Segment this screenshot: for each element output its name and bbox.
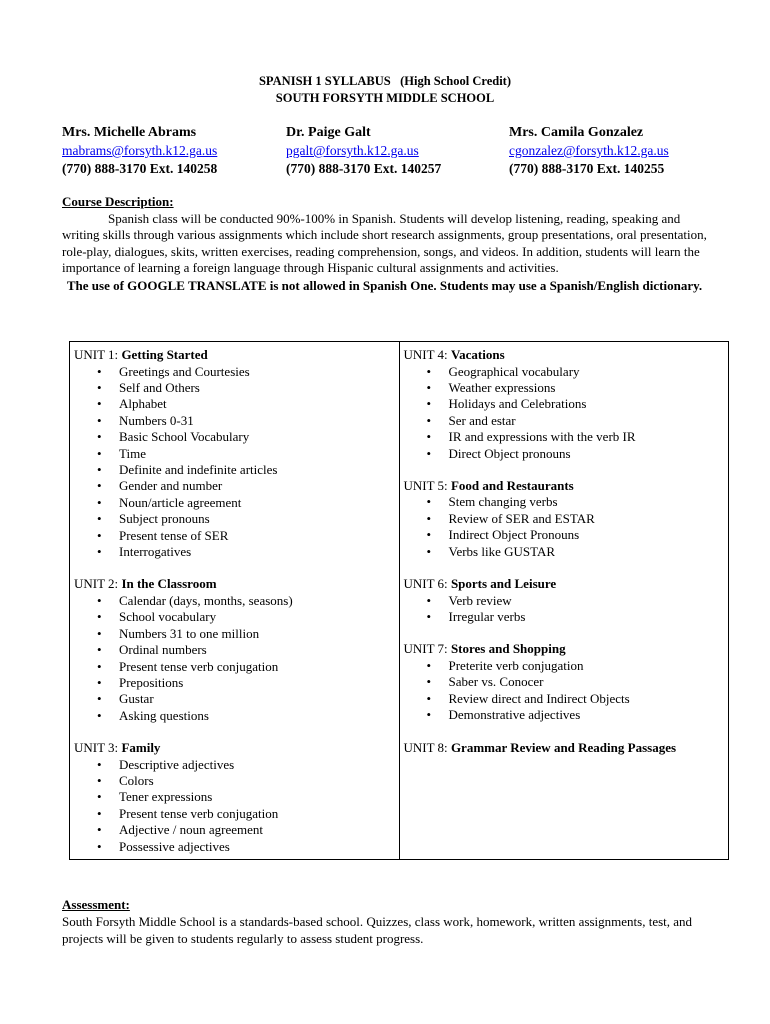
list-item: • Numbers 0-31	[74, 413, 395, 429]
list-item: • Self and Others	[74, 380, 395, 396]
unit-name: In the Classroom	[121, 576, 217, 592]
list-item: • Verb review	[404, 593, 725, 609]
assessment-section	[62, 896, 712, 947]
assessment-heading: Assessment:	[62, 897, 130, 912]
unit-topic-list	[404, 494, 725, 560]
unit-topic-list	[74, 757, 395, 855]
title-line-2: SOUTH FORSYTH MIDDLE SCHOOL	[275, 91, 495, 105]
list-item: • Present tense verb conjugation	[74, 806, 395, 822]
unit-number: UNIT 2:	[74, 576, 122, 592]
unit-number: UNIT 6:	[403, 576, 451, 592]
list-item: • Saber vs. Conocer	[404, 674, 725, 690]
list-item: • Asking questions	[74, 708, 395, 724]
list-item: • Verbs like GUSTAR	[404, 544, 725, 560]
unit-topic-list	[74, 593, 395, 724]
assessment-text: South Forsyth Middle School is a standards-based school. Quizzes, class work, homework, written assignments, test, and projects will be given to students regularly to assess student progress.	[62, 914, 693, 946]
teacher-email-link[interactable]: pgalt@forsyth.k12.ga.us	[286, 143, 419, 158]
list-item: • Ser and estar	[404, 413, 725, 429]
list-item: • Calendar (days, months, seasons)	[74, 593, 395, 609]
list-item: • Weather expressions	[404, 380, 725, 396]
unit-block	[74, 347, 395, 560]
course-description-heading: Course Description:	[62, 194, 174, 209]
list-item: • Prepositions	[74, 675, 395, 691]
list-item: • Colors	[74, 773, 395, 789]
list-item: • Preterite verb conjugation	[404, 658, 725, 674]
list-item: • Irregular verbs	[404, 609, 725, 625]
unit-block	[74, 576, 395, 724]
unit-block	[404, 347, 725, 462]
unit-name: Stores and Shopping	[450, 641, 566, 657]
document-title	[0, 73, 770, 107]
unit-block	[74, 740, 395, 855]
unit-block	[404, 478, 725, 560]
title-line-1: SPANISH 1 SYLLABUS (High School Credit)	[258, 74, 511, 88]
list-item: • Greetings and Courtesies	[74, 364, 395, 380]
unit-name: Grammar Review and Reading Passages	[450, 739, 677, 755]
unit-number: UNIT 3:	[74, 740, 122, 756]
unit-name: Vacations	[450, 347, 505, 362]
list-item: • Interrogatives	[74, 544, 395, 560]
units-table	[69, 341, 729, 860]
course-description	[62, 194, 707, 294]
unit-title	[74, 347, 395, 364]
teacher-name: Mrs. Camila Gonzalez	[509, 125, 644, 140]
list-item: • Review direct and Indirect Objects	[404, 691, 725, 707]
list-item: • Tener expressions	[74, 789, 395, 805]
teacher-name: Mrs. Michelle Abrams	[62, 125, 197, 140]
unit-number: UNIT 7:	[403, 641, 451, 657]
unit-block	[404, 576, 725, 625]
unit-number: UNIT 4:	[403, 347, 451, 362]
translate-policy-note: The use of GOOGLE TRANSLATE is not allowed in Spanish One. Students may use a Spanish/English dictionary.	[66, 277, 703, 293]
list-item: • Demonstrative adjectives	[404, 707, 725, 723]
teacher-block-1	[62, 124, 217, 178]
unit-number: UNIT 5:	[403, 477, 451, 493]
unit-title	[404, 641, 725, 658]
units-column-right	[399, 342, 729, 860]
unit-block	[404, 740, 725, 757]
list-item: • Present tense of SER	[74, 528, 395, 544]
list-item: • Numbers 31 to one million	[74, 626, 395, 642]
unit-name: Family	[121, 740, 161, 756]
teacher-phone: (770) 888-3170 Ext. 140258	[62, 161, 218, 176]
list-item: • Stem changing verbs	[404, 494, 725, 510]
unit-name: Sports and Leisure	[450, 576, 557, 592]
list-item: • Adjective / noun agreement	[74, 822, 395, 838]
list-item: • School vocabulary	[74, 609, 395, 625]
unit-topic-list	[404, 658, 725, 724]
list-item: • Possessive adjectives	[74, 839, 395, 855]
unit-title	[404, 347, 725, 364]
unit-title	[74, 740, 395, 757]
list-item: • Holidays and Celebrations	[404, 396, 725, 412]
unit-number: UNIT 1:	[74, 347, 122, 362]
unit-number: UNIT 8:	[403, 739, 451, 755]
teacher-email-link[interactable]: cgonzalez@forsyth.k12.ga.us	[509, 143, 669, 158]
teacher-name: Dr. Paige Galt	[286, 125, 371, 140]
list-item: • Time	[74, 446, 395, 462]
teacher-phone: (770) 888-3170 Ext. 140255	[509, 161, 665, 176]
unit-title	[404, 478, 725, 495]
course-description-text: Spanish class will be conducted 90%-100% in Spanish. Students will develop listening, reading, speaking and writing skills through various assignments which include short research assignments, group presentations, oral presentation, role-play, dialogues, skits, written exercises, reading comprehension, songs, and videos. In addition, students will learn the importance of learning a foreign language through Hispanic cultural assignments and activities.	[62, 210, 707, 275]
unit-topic-list	[404, 593, 725, 626]
teacher-block-3	[509, 124, 669, 178]
unit-title	[74, 576, 395, 593]
unit-name: Getting Started	[121, 347, 208, 362]
list-item: • Gender and number	[74, 478, 395, 494]
unit-topic-list	[74, 364, 395, 561]
list-item: • Direct Object pronouns	[404, 446, 725, 462]
list-item: • Noun/article agreement	[74, 495, 395, 511]
list-item: • Review of SER and ESTAR	[404, 511, 725, 527]
teacher-block-2	[286, 124, 441, 178]
list-item: • Definite and indefinite articles	[74, 462, 395, 478]
unit-topic-list	[404, 364, 725, 462]
teacher-phone: (770) 888-3170 Ext. 140257	[286, 161, 442, 176]
list-item: • Indirect Object Pronouns	[404, 527, 725, 543]
unit-title	[404, 576, 725, 593]
list-item: • Basic School Vocabulary	[74, 429, 395, 445]
list-item: • Present tense verb conjugation	[74, 659, 395, 675]
list-item: • Geographical vocabulary	[404, 364, 725, 380]
teacher-email-link[interactable]: mabrams@forsyth.k12.ga.us	[62, 143, 218, 158]
list-item: • Subject pronouns	[74, 511, 395, 527]
list-item: • Alphabet	[74, 396, 395, 412]
unit-title	[404, 740, 725, 757]
list-item: • Descriptive adjectives	[74, 757, 395, 773]
list-item: • Gustar	[74, 691, 395, 707]
list-item: • Ordinal numbers	[74, 642, 395, 658]
unit-block	[404, 641, 725, 723]
unit-name: Food and Restaurants	[450, 477, 574, 493]
list-item: • IR and expressions with the verb IR	[404, 429, 725, 445]
units-column-left	[70, 342, 400, 860]
